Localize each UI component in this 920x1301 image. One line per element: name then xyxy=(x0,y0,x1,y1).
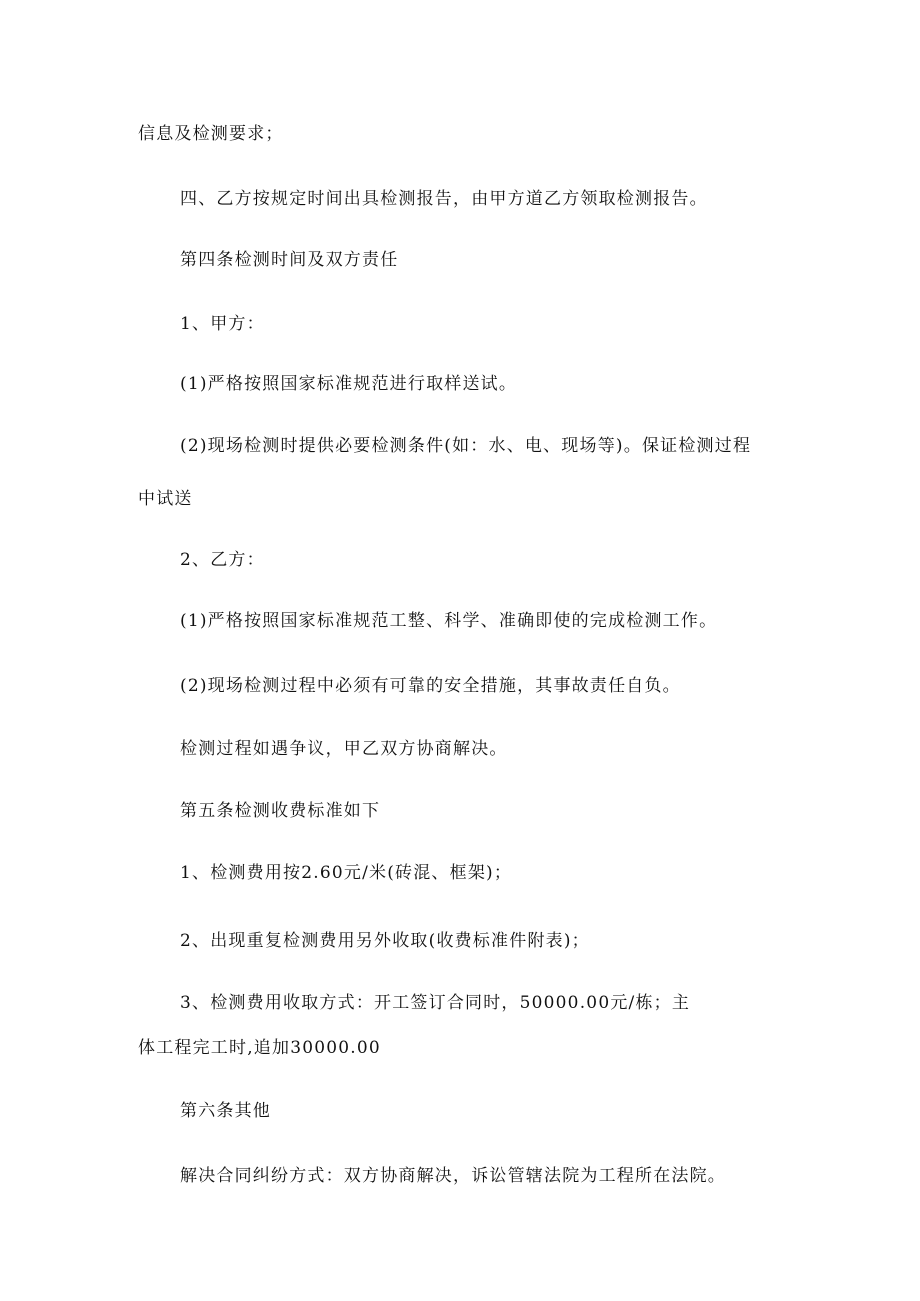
text-line-party-a-item-1: (1)严格按照国家标准规范进行取样送试。 xyxy=(180,374,518,394)
text-line-dispute: 检测过程如遇争议，甲乙双方协商解决。 xyxy=(180,739,508,759)
text-line-detection-requirements: 信息及检测要求； xyxy=(138,124,284,144)
text-line-party-a: 1、甲方： xyxy=(180,314,265,334)
text-line-party-a-item-2: (2)现场检测时提供必要检测条件(如：水、电、现场等)。保证检测过程 xyxy=(180,436,752,456)
heading-article-five: 第五条检测收费标准如下 xyxy=(180,801,381,821)
text-line-party-a-item-2-cont: 中试送 xyxy=(138,489,193,509)
heading-article-six: 第六条其他 xyxy=(180,1101,271,1121)
text-line-fee-3: 3、检测费用收取方式：开工签订合同时，50000.00元/栋；主 xyxy=(180,993,691,1013)
text-line-clause-four-report: 四、乙方按规定时间出具检测报告，由甲方道乙方领取检测报告。 xyxy=(180,189,708,209)
text-line-fee-2: 2、出现重复检测费用另外收取(收费标准件附表)； xyxy=(180,931,590,951)
text-line-fee-1: 1、检测费用按2.60元/米(砖混、框架)； xyxy=(180,863,513,883)
text-line-party-b-item-1: (1)严格按照国家标准规范工整、科学、准确即使的完成检测工作。 xyxy=(180,611,718,631)
text-line-dispute-resolution: 解决合同纠纷方式：双方协商解决，诉讼管辖法院为工程所在法院。 xyxy=(180,1166,726,1186)
heading-article-four: 第四条检测时间及双方责任 xyxy=(180,250,399,270)
text-line-party-b: 2、乙方： xyxy=(180,550,265,570)
text-line-party-b-item-2: (2)现场检测过程中必须有可靠的安全措施，其事故责任自负。 xyxy=(180,676,681,696)
text-line-fee-3-cont: 体工程完工时,追加30000.00 xyxy=(138,1038,381,1058)
